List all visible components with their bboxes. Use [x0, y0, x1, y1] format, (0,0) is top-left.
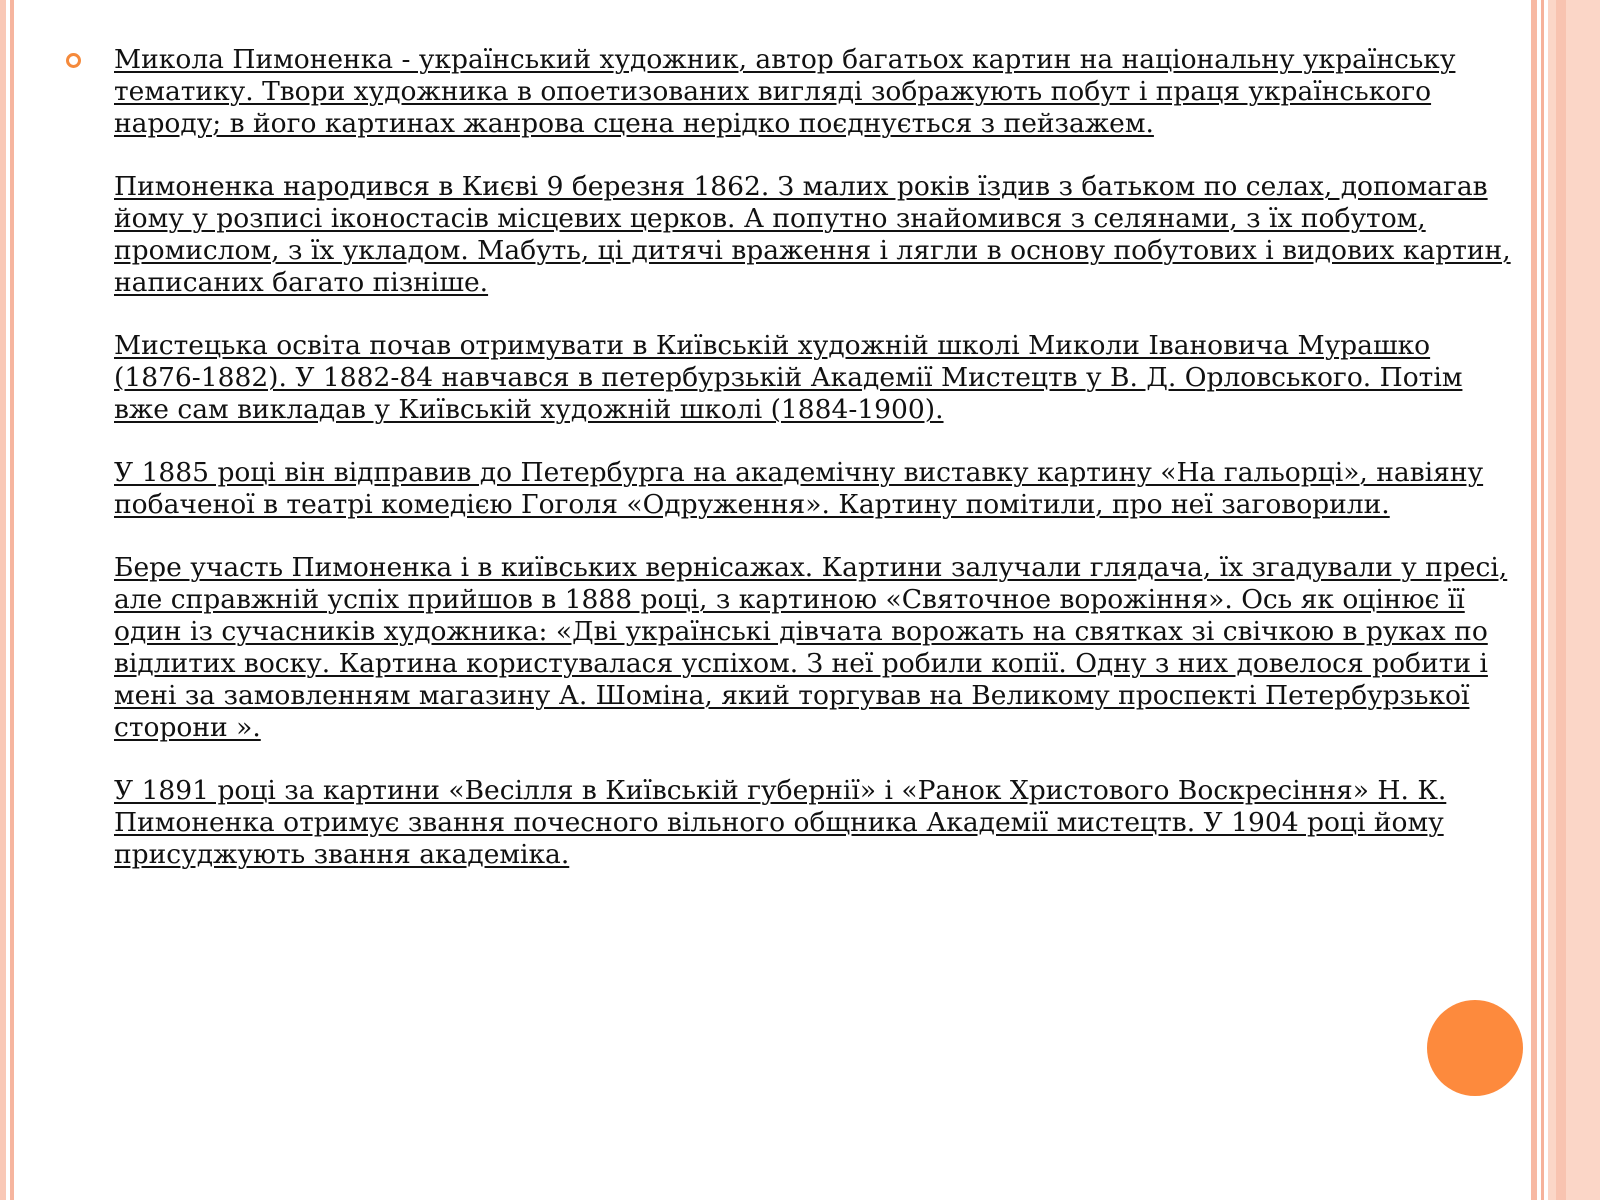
right-border-band-inner	[1556, 0, 1566, 1200]
paragraph-childhood: Пимоненка народився в Києві 9 березня 1862. З малих років їздив з батьком по селах, допомагав йому у розписі іконостасів місцевих церков. А попутно знайомився з селянами, з їх побутом, промислом, з їх укладом. Мабуть, ці дитячі враження і лягли в основу побутових і видових картин, написаних багато пізніше.	[114, 171, 1511, 298]
paragraph-intro: Микола Пимоненка - український художник, автор багатьох картин на національну українську тематику. Твори художника в опоетизованих вигляді зображують побут і праця українського народу; в його картинах жанрова сцена нерідко поєднується з пейзажем.	[114, 44, 1456, 139]
paragraph-education: Мистецька освіта почав отримувати в Київській художній школі Миколи Івановича Мурашко (1876-1882). У 1882-84 навчався в петербурзькій Академії Мистецтв у В. Д. Орловського. Потім вже сам викладав у Київській художній школі (1884-1900).	[114, 330, 1463, 425]
paragraph-vernissages: Бере участь Пимоненка і в київських вернісажах. Картини залучали глядача, їх згадували у пресі, але справжній успіх прийшов в 1888 році, з картиною «Святочное ворожіння». Ось як оцінює її один із сучасників художника: «Дві українські дівчата ворожать на святках зі свічкою в руках по відлитих воску. Картина користувалася успіхом. З неї робили копії. Одну з них довелося робити і мені за замовленням магазину А. Шоміна, який торгував на Великому проспекті Петербурзької сторони ».	[114, 552, 1508, 743]
left-border-stripe-inner	[10, 0, 14, 1200]
slide-body-text	[114, 44, 1514, 902]
left-border-stripe	[0, 0, 6, 1200]
right-border-stripe	[1531, 0, 1537, 1200]
right-border-stripe-thin	[1541, 0, 1544, 1200]
hollow-circle-bullet-icon	[66, 53, 81, 68]
paragraph-1891: У 1891 році за картини «Весілля в Київській губернії» і «Ранок Христового Воскресіння» Н. К. Пимоненка отримує звання почесного вільного общника Академії мистецтв. У 1904 році йому присуджують звання академіка.	[114, 775, 1447, 870]
orange-circle-decoration	[1427, 1000, 1523, 1096]
paragraph-1885: У 1885 році він відправив до Петербурга на академічну виставку картину «На гальорці», навіяну побаченої в театрі комедією Гоголя «Одруження». Картину помітили, про неї заговорили.	[114, 457, 1484, 520]
